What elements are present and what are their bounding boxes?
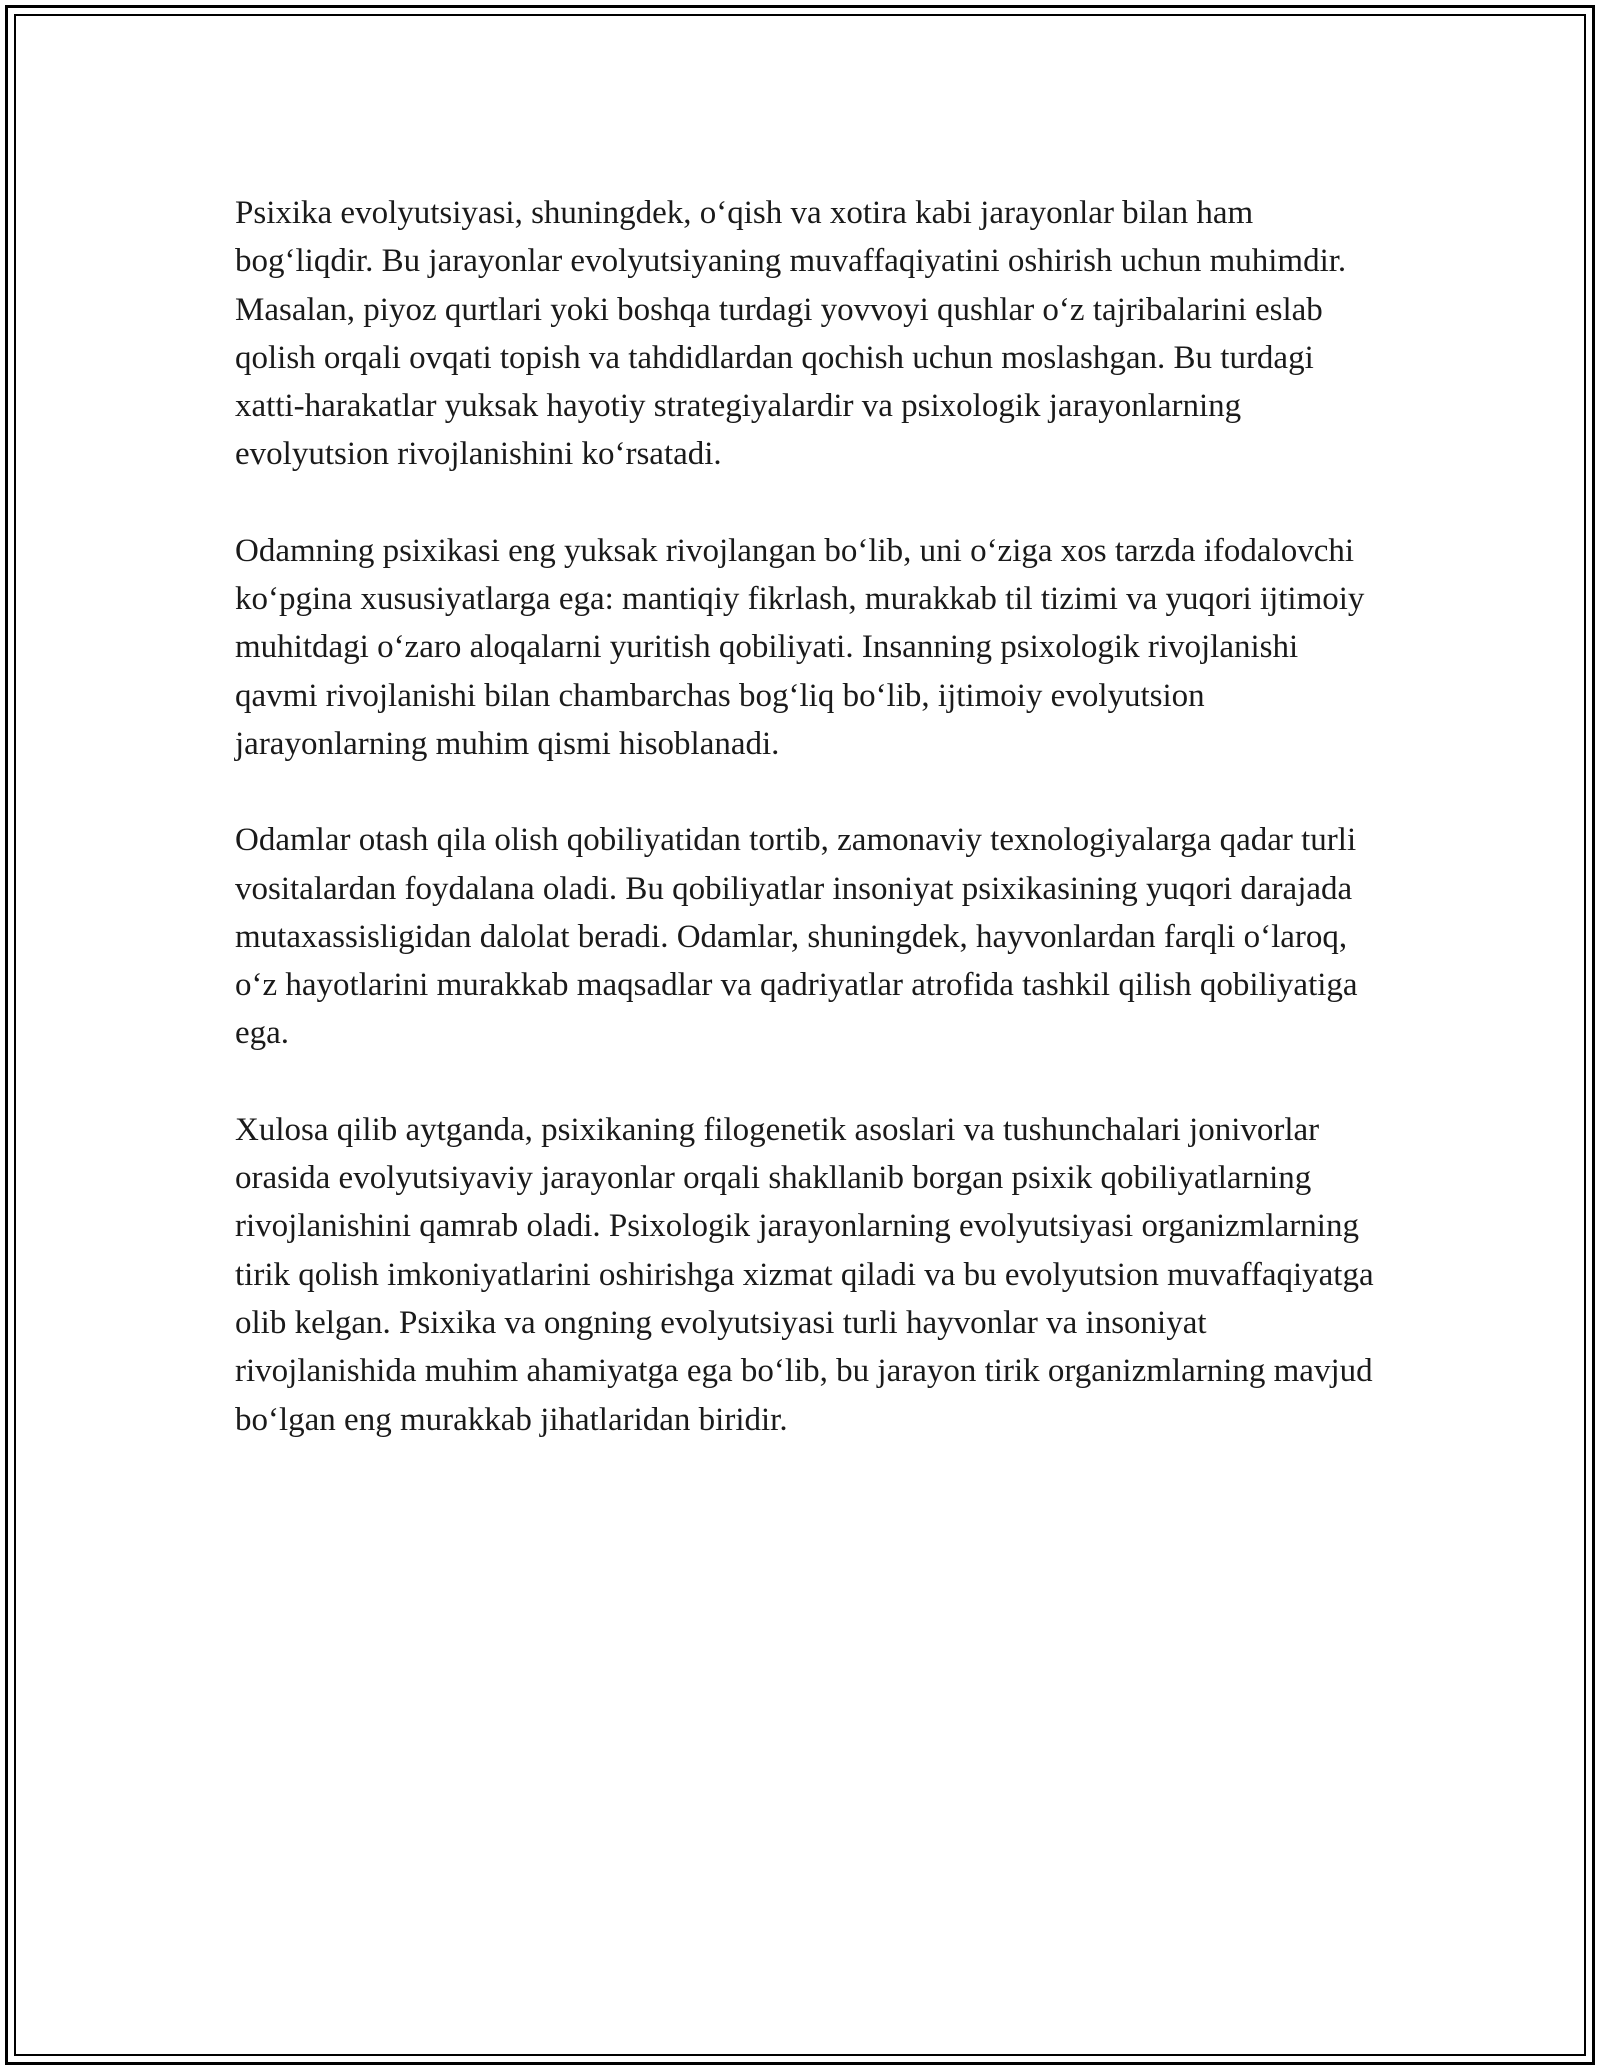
paragraph-3: Odamlar otash qila olish qobiliyatidan tortib, zamonaviy texnologiyalarga qadar turli vositalardan foydalana oladi. Bu qobiliyatlar insoniyat psixikasining yuqori darajada mutaxassisligidan dalolat beradi. Odamlar, shuningdek, hayvonlardan farqli o‘laroq, o‘z hayotlarini murakkab maqsadlar va qadriyatlar atrofida tashkil qilish qobiliyatiga ega. (235, 822, 1358, 1052)
paragraph-4: Xulosa qilib aytganda, psixikaning filogenetik asoslari va tushunchalari jonivorlar orasida evolyutsiyaviy jarayonlar orqali shakllanib borgan psixik qobiliyatlarning rivojlanishini qamrab oladi. Psixologik jarayonlarning evolyutsiyasi organizmlarning tirik qolish imkoniyatlarini oshirishga xizmat qiladi va bu evolyutsion muvaffaqiyatga olib kelgan. Psixika va ongning evolyutsiyasi turli hayvonlar va insoniyat rivojlanishida muhim ahamiyatga ega bo‘lib, bu jarayon tirik organizmlarning mavjud bo‘lgan eng murakkab jihatlaridan biridir. (235, 1111, 1374, 1438)
paragraph-2: Odamning psixikasi eng yuksak rivojlangan bo‘lib, uni o‘ziga xos tarzda ifodalovchi ko‘pgina xususiyatlarga ega: mantiqiy fikrlash, murakkab til tizimi va yuqori ijtimoiy muhitdagi o‘zaro aloqalarni yuritish qobiliyati. Insanning psixologik rivojlanishi qavmi rivojlanishi bilan chambarchas bog‘liq bo‘lib, ijtimoiy evolyutsion jarayonlarning muhim qismi hisoblanadi. (235, 532, 1365, 762)
document-body (235, 189, 1375, 1492)
paragraph-1: Psixika evolyutsiyasi, shuningdek, o‘qish va xotira kabi jarayonlar bilan ham bog‘liqdir. Bu jarayonlar evolyutsiyaning muvaffaqiyatini oshirish uchun muhimdir. Masalan, piyoz qurtlari yoki boshqa turdagi yovvoyi qushlar o‘z tajribalarini eslab qolish orqali ovqati topish va tahdidlardan qochish uchun moslashgan. Bu turdagi xatti-harakatlar yuksak hayotiy strategiyalardir va psixologik jarayonlarning evolyutsion rivojlanishini ko‘rsatadi. (235, 195, 1347, 473)
